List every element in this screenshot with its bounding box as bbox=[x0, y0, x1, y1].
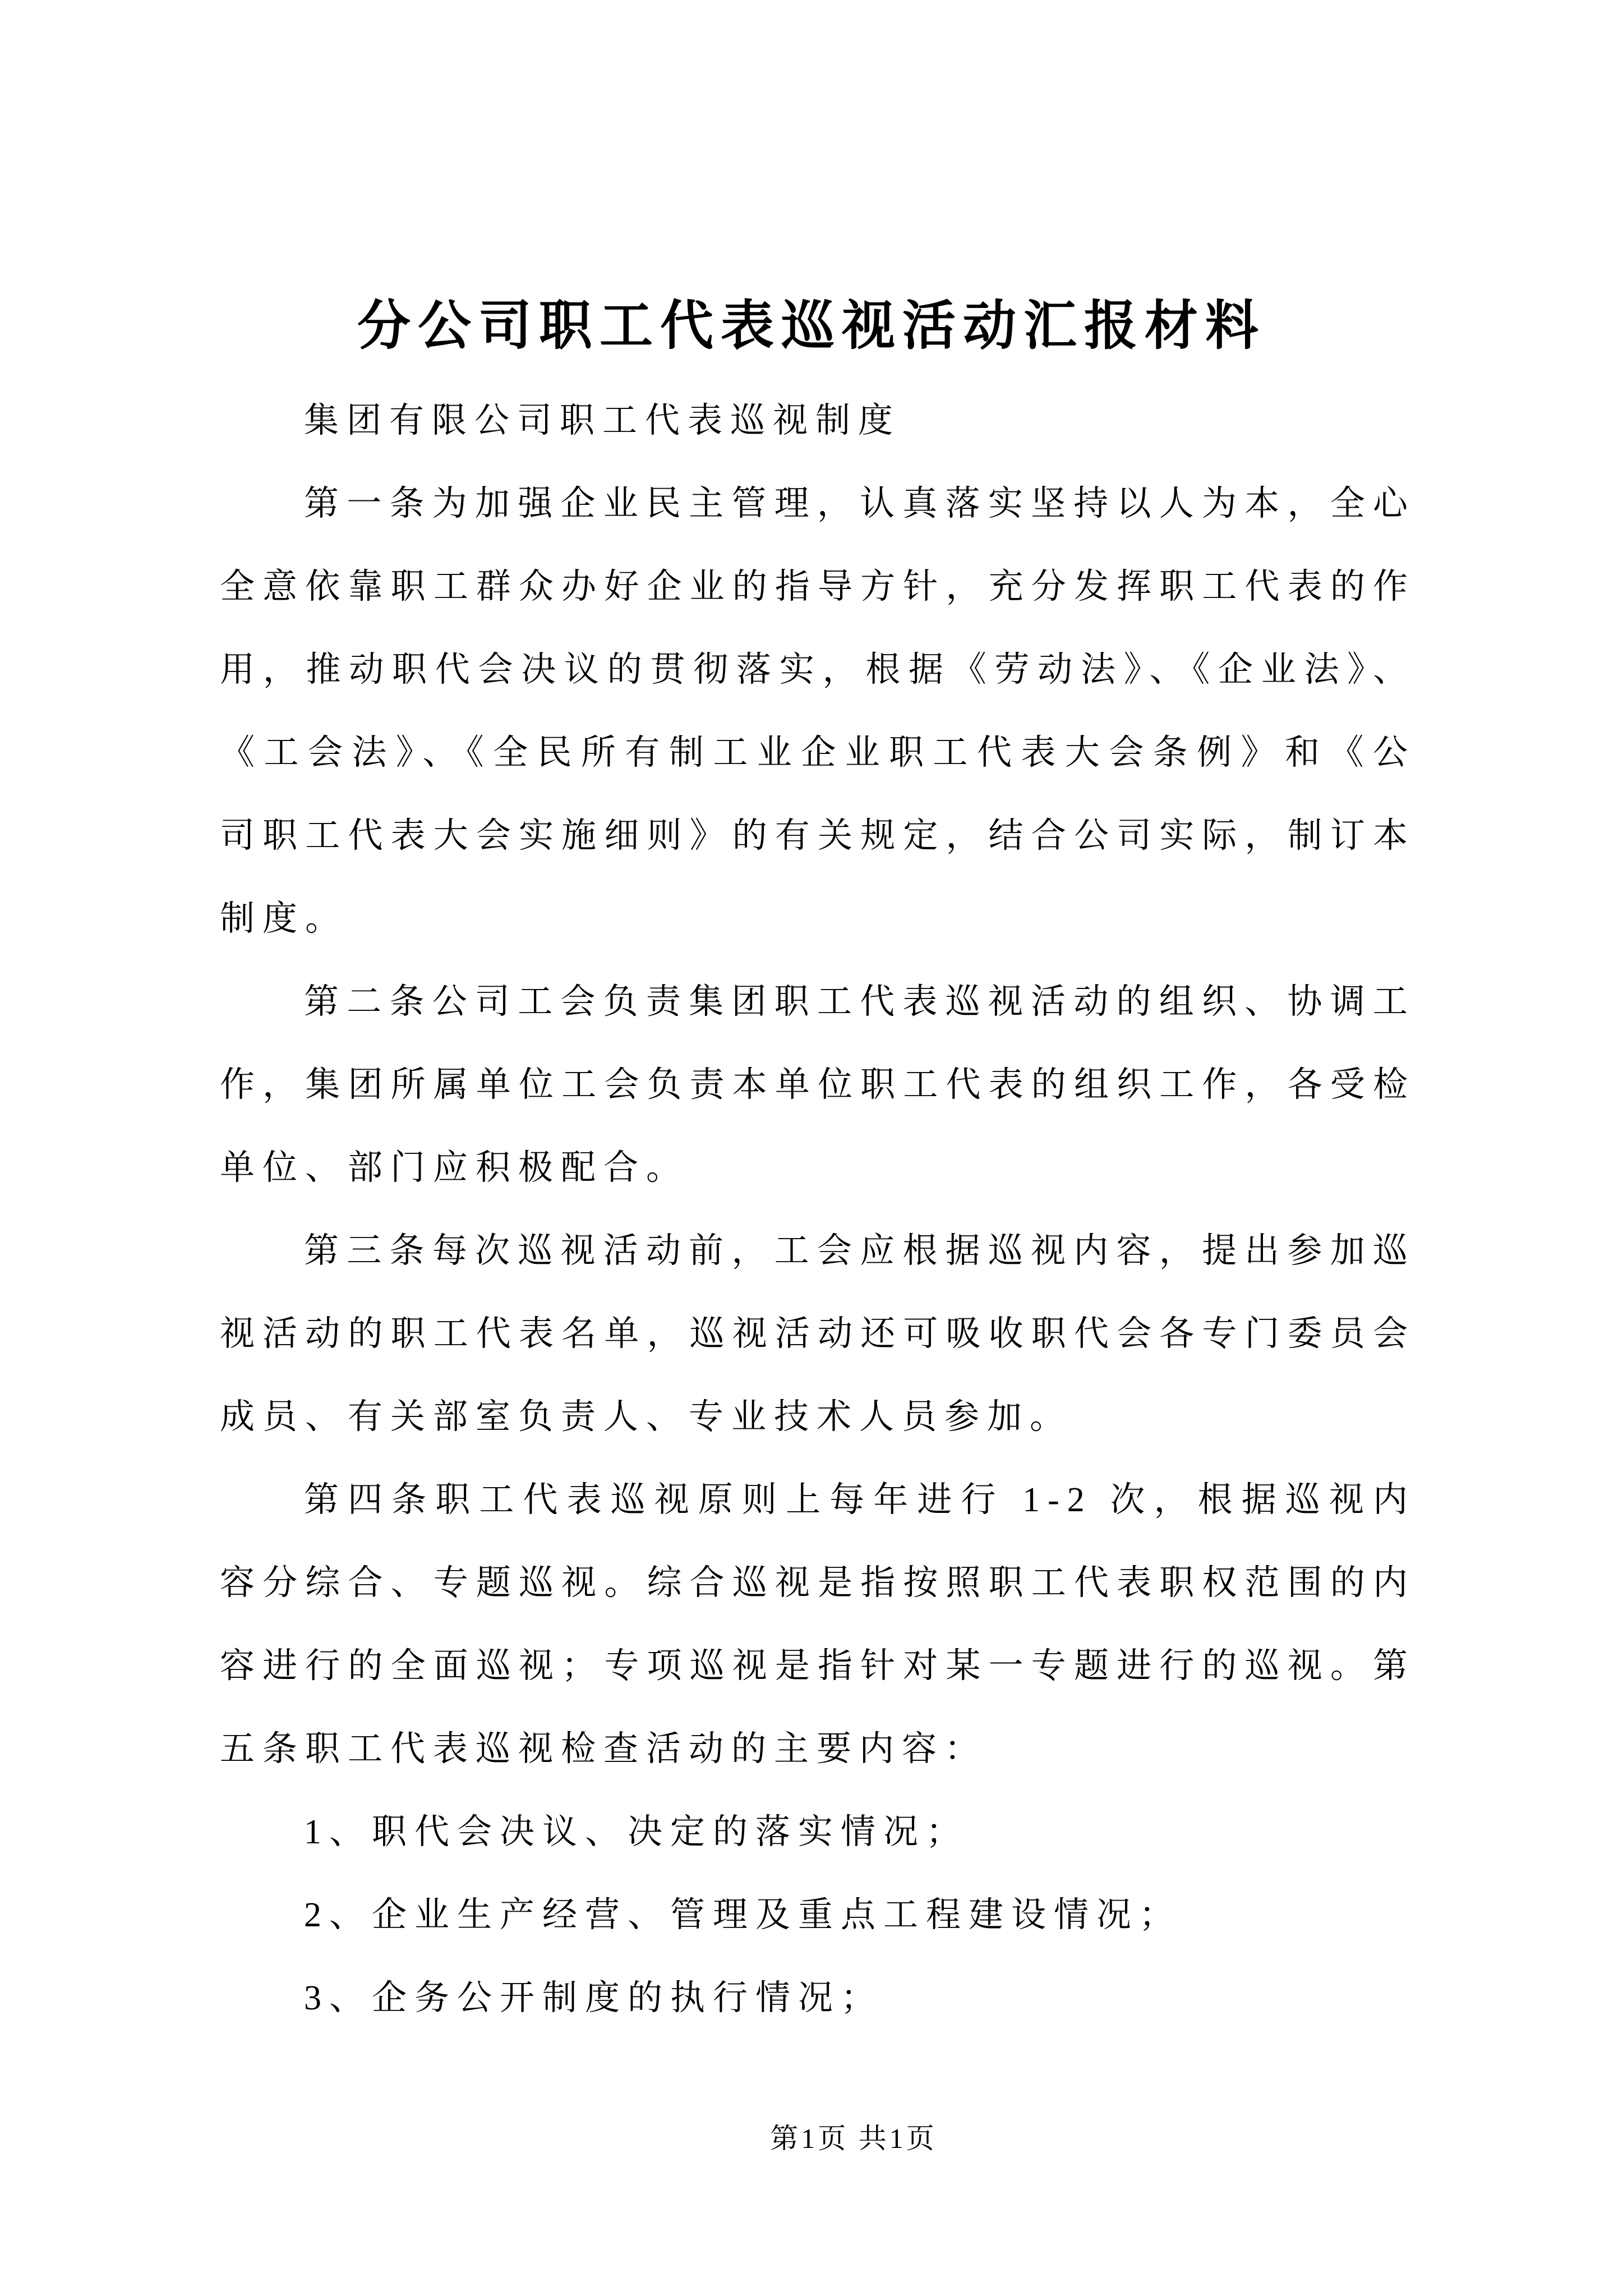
document-body bbox=[220, 379, 1415, 2040]
page-number-footer: 第1页 共1页 bbox=[770, 2123, 937, 2154]
paragraph: 第二条公司工会负责集团职工代表巡视活动的组织、协调工作，集团所属单位工会负责本单位职工代表的组织工作，各受检单位、部门应积极配合。 bbox=[220, 983, 1415, 1188]
paragraph: 1、职代会决议、决定的落实情况； bbox=[304, 1813, 969, 1852]
paragraph: 第四条职工代表巡视原则上每年进行 1-2 次，根据巡视内容分综合、专题巡视。综合巡视是指按照职工代表职权范围的内容进行的全面巡视；专项巡视是指针对某一专题进行的巡视。第五条职工代表巡视检查活动的主要内容： bbox=[220, 1481, 1415, 1769]
paragraph: 第一条为加强企业民主管理，认真落实坚持以人为本，全心全意依靠职工群众办好企业的指导方针，充分发挥职工代表的作用，推动职代会决议的贯彻落实，根据《劳动法》、《企业法》、《工会法》、《全民所有制工业企业职工代表大会条例》和《公司职工代表大会实施细则》的有关规定，结合公司实际，制订本制度。 bbox=[220, 485, 1415, 938]
document-title: 分公司职工代表巡视活动汇报材料 bbox=[357, 296, 1266, 356]
paragraph: 3、企务公开制度的执行情况； bbox=[304, 1979, 884, 2018]
paragraph: 2、企业生产经营、管理及重点工程建设情况； bbox=[304, 1896, 1182, 1935]
paragraph: 集团有限公司职工代表巡视制度 bbox=[304, 402, 901, 440]
paragraph: 第三条每次巡视活动前，工会应根据巡视内容，提出参加巡视活动的职工代表名单，巡视活动还可吸收职代会各专门委员会成员、有关部室负责人、专业技术人员参加。 bbox=[220, 1232, 1415, 1437]
